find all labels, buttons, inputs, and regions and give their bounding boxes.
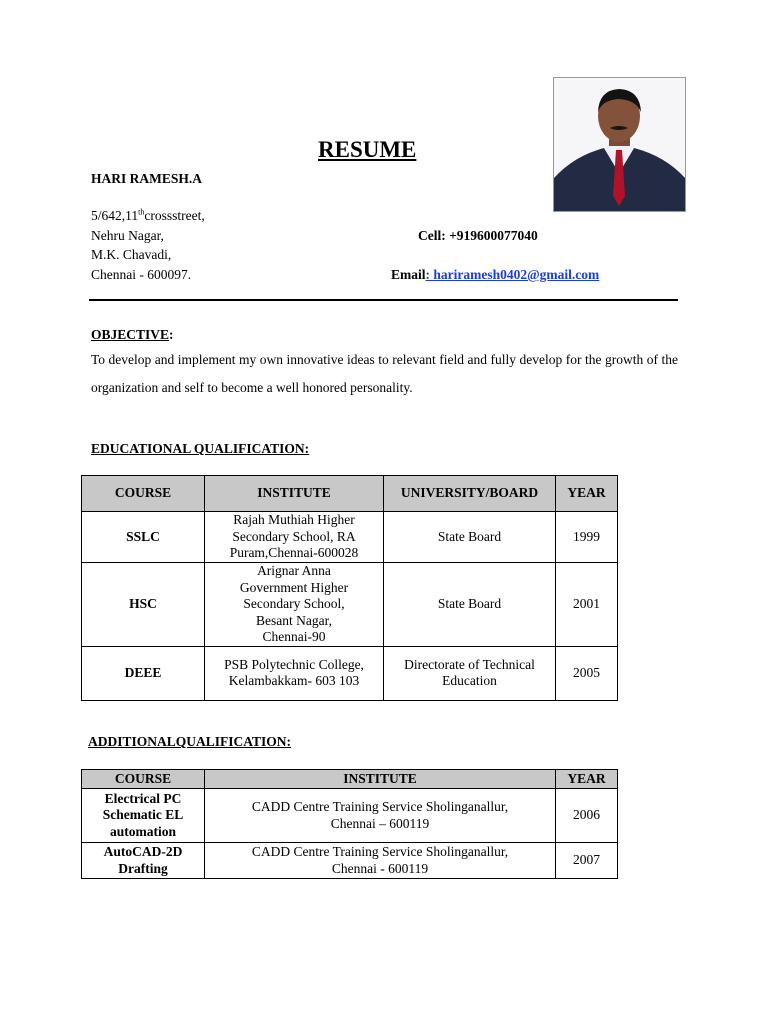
board-cell: Directorate of Technical Education	[384, 646, 556, 700]
education-table	[81, 475, 618, 701]
col-year: YEAR	[556, 770, 618, 789]
table-row	[82, 646, 618, 700]
email-line	[391, 267, 599, 283]
cell-phone: Cell: +919600077040	[418, 228, 538, 243]
table-row	[82, 563, 618, 647]
education-header-row	[82, 476, 618, 512]
email-link[interactable]: : hariramesh0402@gmail.com	[425, 267, 600, 282]
resume-title: RESUME	[318, 137, 417, 162]
course-cell: Electrical PC Schematic EL automation	[82, 789, 205, 843]
additional-table	[81, 769, 618, 879]
col-course: COURSE	[82, 476, 205, 512]
email-label: Email	[391, 267, 426, 282]
institute-cell: CADD Centre Training Service Sholinganallur, Chennai - 600119	[205, 843, 556, 879]
year-cell: 1999	[556, 512, 618, 563]
col-institute: INSTITUTE	[205, 770, 556, 789]
candidate-name: HARI RAMESH.A	[91, 171, 203, 186]
table-row	[82, 512, 618, 563]
year-cell: 2006	[556, 789, 618, 843]
institute-cell: PSB Polytechnic College, Kelambakkam- 603 103	[205, 646, 384, 700]
year-cell: 2007	[556, 843, 618, 879]
institute-cell: Arignar Anna Government Higher Secondary School, Besant Nagar, Chennai-90	[205, 563, 384, 647]
course-cell: AutoCAD-2D Drafting	[82, 843, 205, 879]
col-year: YEAR	[556, 476, 618, 512]
additional-heading: ADDITIONALQUALIFICATION:	[88, 734, 292, 749]
address-line-3: M.K. Chavadi,	[91, 247, 172, 262]
address-line-4: Chennai - 600097.	[91, 267, 192, 282]
course-cell: SSLC	[82, 512, 205, 563]
year-cell: 2005	[556, 646, 618, 700]
col-course: COURSE	[82, 770, 205, 789]
education-heading: EDUCATIONAL QUALIFICATION:	[91, 441, 310, 456]
objective-heading: OBJECTIVE	[91, 327, 170, 342]
address-line-2: Nehru Nagar,	[91, 228, 164, 243]
address-line-1: 5/642,11thcrossstreet,	[91, 207, 205, 223]
institute-cell: CADD Centre Training Service Sholinganallur, Chennai – 600119	[205, 789, 556, 843]
year-cell: 2001	[556, 563, 618, 647]
table-row	[82, 789, 618, 843]
header-divider	[89, 299, 678, 301]
objective-text: To develop and implement my own innovative ideas to relevant field and fully develop for the growth of the organization and self to become a well honored personality.	[91, 352, 678, 395]
col-institute: INSTITUTE	[205, 476, 384, 512]
course-cell: HSC	[82, 563, 205, 647]
col-board: UNIVERSITY/BOARD	[384, 476, 556, 512]
table-row	[82, 843, 618, 879]
board-cell: State Board	[384, 512, 556, 563]
board-cell: State Board	[384, 563, 556, 647]
profile-photo	[553, 77, 686, 212]
course-cell: DEEE	[82, 646, 205, 700]
institute-cell: Rajah Muthiah Higher Secondary School, RA Puram,Chennai-600028	[205, 512, 384, 563]
objective-heading-row: OBJECTIVE:	[91, 327, 174, 342]
person-photo-icon	[554, 78, 685, 211]
additional-header-row	[82, 770, 618, 789]
